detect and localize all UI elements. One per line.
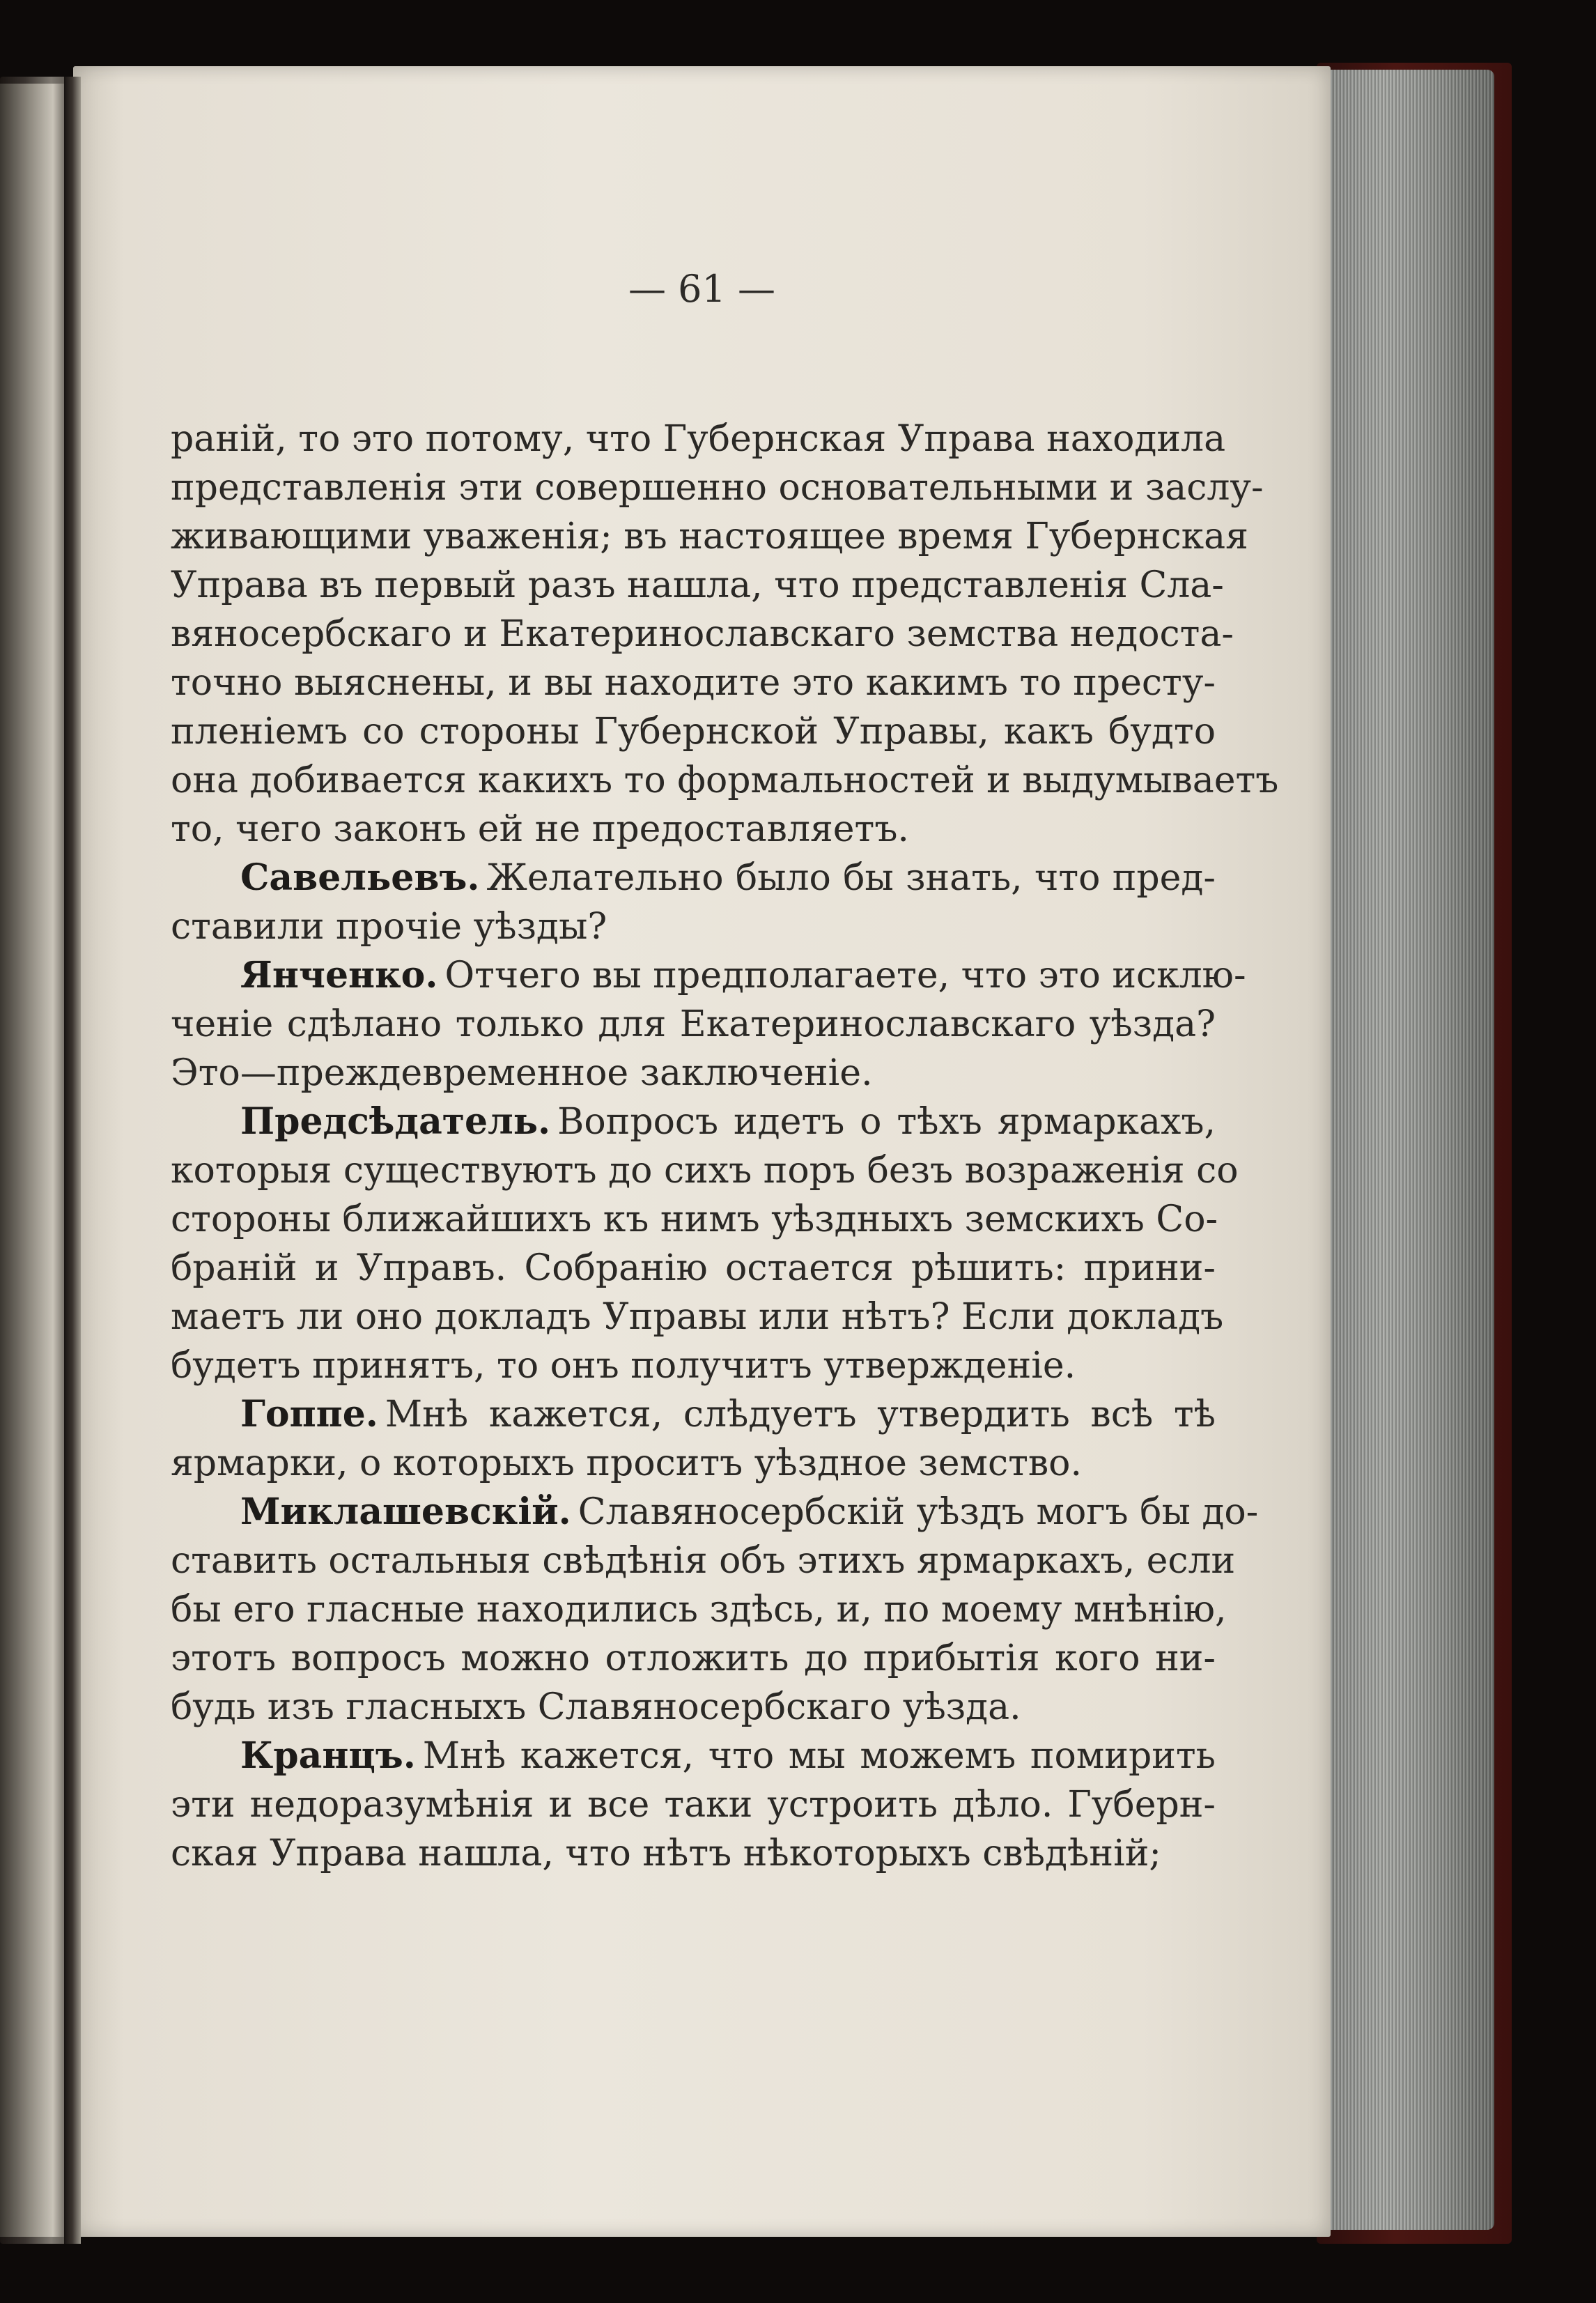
line-text: ская Управа нашла, что нѣтъ нѣкоторыхъ свѣдѣній; xyxy=(171,1833,1161,1874)
text-line xyxy=(171,1097,1216,1146)
line-text: ставили прочіе уѣзды? xyxy=(171,906,607,948)
line-text: представленія эти совершенно основательными и заслу- xyxy=(171,467,1264,509)
line-text: эти недоразумѣнія и все таки устроить дѣло. Губерн- xyxy=(171,1784,1216,1826)
text-line xyxy=(171,1293,1224,1341)
text-line xyxy=(171,902,1216,951)
text-line xyxy=(171,1732,1216,1780)
text-line xyxy=(171,1536,1236,1585)
text-line xyxy=(171,1439,1216,1488)
line-text: которыя существуютъ до сихъ поръ безъ возраженія со xyxy=(171,1150,1239,1192)
speaker-name: Гоппе. xyxy=(240,1393,378,1435)
page-number: — 61 — xyxy=(628,267,776,311)
text-line xyxy=(171,1146,1239,1195)
book-gutter xyxy=(64,77,81,2244)
page-edges xyxy=(1324,70,1494,2230)
line-text: Мнѣ кажется, слѣдуетъ утвердить всѣ тѣ xyxy=(385,1394,1216,1435)
line-text: Мнѣ кажется, что мы можемъ помирить xyxy=(422,1735,1216,1777)
text-line xyxy=(171,1390,1216,1439)
line-text: Управа въ первый разъ нашла, что представленія Сла- xyxy=(171,564,1224,606)
text-line xyxy=(171,805,1216,854)
text-line xyxy=(171,854,1216,902)
line-text: пленіемъ со стороны Губернской Управы, какъ будто xyxy=(171,711,1216,753)
line-text: точно выяснены, и вы находите это какимъ то престу- xyxy=(171,662,1216,704)
speaker-name: Предсѣдатель. xyxy=(240,1100,551,1143)
line-text: ставить остальныя свѣдѣнія объ этихъ ярмаркахъ, если xyxy=(171,1540,1236,1582)
line-text: этотъ вопросъ можно отложить до прибытія кого ни- xyxy=(171,1638,1216,1679)
line-text: ярмарки, о которыхъ проситъ уѣздное земство. xyxy=(171,1442,1082,1484)
text-line xyxy=(171,1195,1216,1244)
text-line xyxy=(171,1780,1216,1829)
speaker-name: Савельевъ. xyxy=(240,856,480,899)
text-line xyxy=(171,1488,1259,1536)
line-text: живающими уваженія; въ настоящее время Губернская xyxy=(171,516,1248,557)
text-line xyxy=(171,1829,1216,1878)
text-line xyxy=(171,707,1216,756)
text-line xyxy=(171,1049,1216,1097)
line-text: она добивается какихъ то формальностей и выдумываетъ xyxy=(171,760,1279,801)
book-page xyxy=(73,66,1331,2237)
text-line xyxy=(171,463,1264,512)
text-line xyxy=(171,1634,1216,1683)
text-line xyxy=(171,512,1248,561)
text-line xyxy=(171,610,1234,658)
line-text: ченіе сдѣлано только для Екатеринославскаго уѣзда? xyxy=(171,1003,1216,1045)
text-line xyxy=(171,658,1216,707)
text-line xyxy=(171,1341,1216,1390)
line-text: будетъ принятъ, то онъ получитъ утвержденіе. xyxy=(171,1345,1076,1387)
page-text xyxy=(171,415,1279,1878)
text-line xyxy=(171,1683,1216,1732)
line-text: браній и Управъ. Собранію остается рѣшить: прини- xyxy=(171,1247,1216,1289)
line-text: раній, то это потому, что Губернская Управа находила xyxy=(171,418,1226,460)
line-text: вяносербскаго и Екатеринославскаго земства недоста- xyxy=(171,613,1234,655)
line-text: Желательно было бы знать, что пред- xyxy=(486,857,1216,899)
text-line xyxy=(171,1000,1216,1049)
text-line xyxy=(171,415,1226,463)
line-text: Отчего вы предполагаете, что это исклю- xyxy=(444,955,1246,996)
line-text: Это—преждевременное заключеніе. xyxy=(171,1052,873,1094)
line-text: бы его гласные находились здѣсь, и, по моему мнѣнію, xyxy=(171,1589,1227,1631)
text-line xyxy=(171,1585,1227,1634)
text-line xyxy=(171,756,1279,805)
line-text: Вопросъ идетъ о тѣхъ ярмаркахъ, xyxy=(557,1101,1216,1143)
left-page-edge xyxy=(0,84,66,2237)
line-text: маетъ ли оно докладъ Управы или нѣтъ? Если докладъ xyxy=(171,1296,1224,1338)
line-text: стороны ближайшихъ къ нимъ уѣздныхъ земскихъ Со- xyxy=(171,1199,1218,1240)
text-line xyxy=(171,951,1246,1000)
text-line xyxy=(171,561,1224,610)
speaker-name: Янченко. xyxy=(240,954,438,996)
line-text: будь изъ гласныхъ Славяносербскаго уѣзда. xyxy=(171,1686,1021,1728)
text-line xyxy=(171,1244,1216,1293)
speaker-name: Кранцъ. xyxy=(240,1734,416,1777)
speaker-name: Миклашевскій. xyxy=(240,1491,571,1533)
line-text: Славяносербскій уѣздъ могъ бы до- xyxy=(578,1491,1259,1533)
line-text: то, чего законъ ей не предоставляетъ. xyxy=(171,808,909,850)
